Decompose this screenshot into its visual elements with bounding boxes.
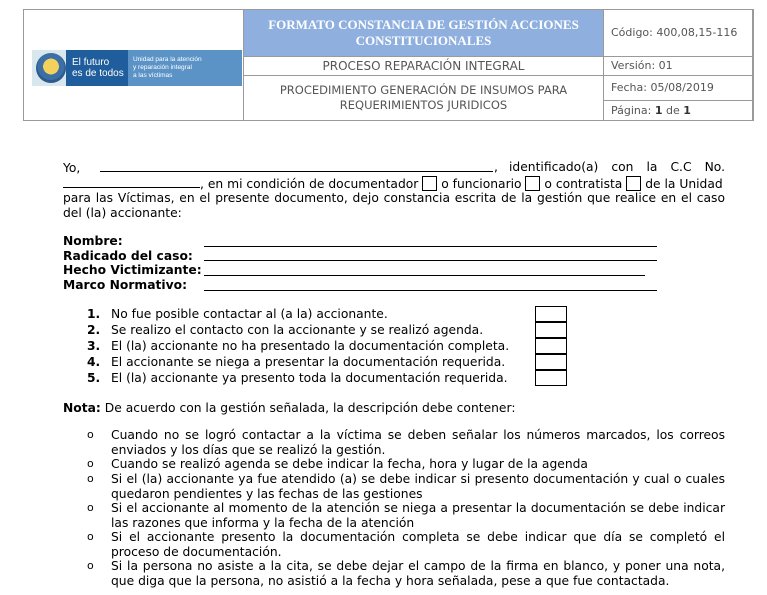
bullet-text: Cuando se realizó agenda se debe indicar la fecha, hora y lugar de la agenda xyxy=(111,457,588,471)
bullet-item xyxy=(87,472,725,501)
page-label: Página: xyxy=(611,104,652,117)
bullet-text: Si el accionante al momento de la atención se niega a presentar la documentación se debe indicar las razones que informa y la fecha de la atención xyxy=(111,501,725,530)
option-text: El (la) accionante ya presento toda la documentación requerida. xyxy=(111,371,508,385)
coat-of-arms-icon xyxy=(36,53,66,83)
bullet-item xyxy=(87,501,725,530)
document-code: Código: 400,08,15-116 xyxy=(603,9,754,57)
bullet-item xyxy=(87,428,725,457)
intro-line-2 xyxy=(63,176,725,192)
page-indicator xyxy=(603,100,754,121)
intro-rest: para las Víctimas, en el presente documento, dejo constancia escrita de la gestión que realice en el caso del (la) accionante: xyxy=(63,191,725,220)
logo-sub-line3: a las víctimas xyxy=(133,72,173,79)
documentador-checkbox[interactable] xyxy=(422,176,437,191)
intro-condicion: , en mi condición de documentador xyxy=(200,177,419,191)
field-nombre-line[interactable] xyxy=(204,246,657,247)
document-header xyxy=(23,9,753,121)
bullet-icon: o xyxy=(87,472,94,485)
page-of: de xyxy=(666,104,680,117)
process-name: PROCESO REPARACIÓN INTEGRAL xyxy=(243,56,604,76)
page-total: 1 xyxy=(683,104,691,117)
option-text: El (la) accionante no ha presentado la documentación completa. xyxy=(111,339,510,353)
option-text: El accionante se niega a presentar la documentación requerida. xyxy=(111,355,506,369)
bullet-icon: o xyxy=(87,530,94,543)
funcionario-checkbox[interactable] xyxy=(525,176,540,191)
field-radicado-line[interactable] xyxy=(204,260,657,261)
note xyxy=(63,401,725,416)
logo-sub-line2: y reparación integral xyxy=(133,64,192,71)
logo-sub-line1: Unidad para la atención xyxy=(133,56,202,63)
field-marco-label: Marco Normativo: xyxy=(63,278,188,292)
form-title: FORMATO CONSTANCIA DE GESTIÓN ACCIONES CONSTITUCIONALES xyxy=(243,9,604,57)
field-marco-line[interactable] xyxy=(204,290,657,291)
option-1-checkbox[interactable] xyxy=(535,306,567,322)
document-date: Fecha: 05/08/2019 xyxy=(603,75,754,101)
option-num: 1. xyxy=(87,307,101,321)
option-5-checkbox[interactable] xyxy=(535,370,567,386)
option-4 xyxy=(87,355,505,370)
note-label: Nota: xyxy=(63,401,101,415)
option-4-checkbox[interactable] xyxy=(535,354,567,370)
document-version: Versión: 01 xyxy=(603,56,754,76)
logo-sub-text xyxy=(128,50,242,86)
option-num: 3. xyxy=(87,339,101,353)
option-num: 4. xyxy=(87,355,101,369)
bullet-text: Cuando no se logró contactar a la víctima se deben señalar los números marcados, los correos enviados y los días que se realizó la gestión. xyxy=(111,428,725,457)
option-3-checkbox[interactable] xyxy=(535,338,567,354)
bullet-icon: o xyxy=(87,559,94,572)
bullet-icon: o xyxy=(87,501,94,514)
option-5 xyxy=(87,371,508,386)
bullet-item xyxy=(87,530,725,559)
logo-main-text xyxy=(66,50,128,86)
bullet-text: Si el accionante presento la documentación completa se debe indicar que día se completó el proceso de documentación. xyxy=(111,530,725,559)
option-text: Se realizo el contacto con la accionante y se realizó agenda. xyxy=(111,323,484,337)
note-text: De acuerdo con la gestión señalada, la descripción debe contener: xyxy=(104,401,516,415)
intro-unidad: de la Unidad xyxy=(645,177,723,191)
field-hecho-label: Hecho Victimizante: xyxy=(63,263,202,277)
cc-blank[interactable] xyxy=(63,176,200,188)
intro-contratista: o contratista xyxy=(544,177,623,191)
procedure-name: PROCEDIMIENTO GENERACIÓN DE INSUMOS PARA REQUERIMIENTOS JURIDICOS xyxy=(243,75,604,121)
bullet-icon: o xyxy=(87,457,94,470)
intro-identificado: identificado(a) con la C.C No. xyxy=(509,160,725,174)
bullet-item xyxy=(87,457,725,472)
bullet-icon: o xyxy=(87,428,94,441)
logo-main-line1: El futuro xyxy=(72,57,110,68)
intro-yo: Yo, xyxy=(63,161,81,175)
field-hecho-line[interactable] xyxy=(204,275,645,276)
option-2 xyxy=(87,323,483,338)
option-num: 2. xyxy=(87,323,101,337)
name-blank[interactable] xyxy=(100,160,493,172)
option-1 xyxy=(87,307,388,322)
option-num: 5. xyxy=(87,371,101,385)
logo-cell xyxy=(24,10,244,120)
option-3 xyxy=(87,339,509,354)
logo-main-line2: es de todos xyxy=(72,68,124,79)
bullet-item xyxy=(87,559,725,588)
field-nombre-label: Nombre: xyxy=(63,234,123,248)
page-number: 1 xyxy=(654,104,663,117)
bullet-text: Si la persona no asiste a la cita, se debe dejar el campo de la firma en blanco, y poner una nota, que diga que la persona, no asistió a la fecha y hora señalada, pese a que fue contactada. xyxy=(111,559,725,588)
option-2-checkbox[interactable] xyxy=(535,322,567,338)
intro-line-1: Yo, , identificado(a) con la C.C No. xyxy=(63,160,725,175)
contratista-checkbox[interactable] xyxy=(626,176,641,191)
intro-funcionario: o funcionario xyxy=(441,177,522,191)
option-text: No fue posible contactar al (a la) accionante. xyxy=(111,307,388,321)
field-radicado-label: Radicado del caso: xyxy=(63,249,193,263)
institution-logo xyxy=(32,50,242,86)
bullet-text: Si el (la) accionante ya fue atendido (a) se debe indicar si presento documentación y cual o cuales quedaron pendientes y las fechas de las gestiones xyxy=(111,472,725,501)
